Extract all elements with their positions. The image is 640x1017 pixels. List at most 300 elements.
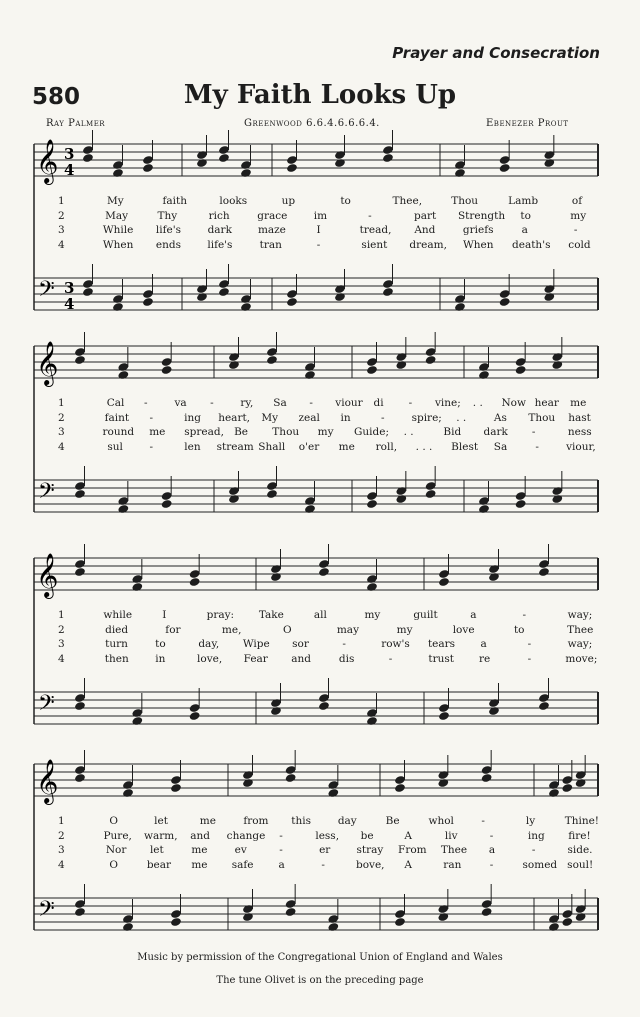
- lyric-syllable: while: [103, 609, 133, 621]
- lyric-syllable: let: [149, 844, 164, 856]
- lyric-syllable: Sa: [493, 440, 508, 453]
- note-head: [575, 778, 587, 788]
- lyric-syllable: May: [105, 209, 129, 222]
- verse-number: 3: [58, 426, 65, 438]
- lyric-syllable: va: [174, 397, 187, 409]
- note-head: [488, 572, 500, 582]
- note-head: [543, 292, 555, 302]
- lyric-syllable: Cal: [106, 397, 125, 409]
- lyric-syllable: move;: [565, 652, 598, 665]
- lyric-syllable: -: [279, 829, 283, 842]
- lyric-syllable: a: [480, 638, 487, 650]
- note-head: [82, 287, 94, 297]
- lyric-syllable: Guide;: [354, 426, 390, 438]
- hymn-number: 580: [32, 84, 81, 110]
- lyric-syllable: While: [102, 224, 134, 236]
- lyric-syllable: my: [364, 609, 381, 621]
- note-head: [499, 297, 511, 307]
- lyric-syllable: vine;: [434, 397, 461, 409]
- lyric-syllable: warm,: [144, 829, 178, 842]
- lyric-syllable: my: [396, 623, 413, 636]
- treble-clef-icon: 𝄞: [36, 341, 59, 385]
- lyric-syllable: -: [531, 426, 536, 438]
- lyric-syllable: my: [570, 209, 587, 222]
- note-head: [131, 716, 143, 726]
- lyric-syllable: a: [470, 609, 477, 621]
- lyric-syllable: soul!: [567, 858, 594, 871]
- note-head: [394, 917, 406, 927]
- lyric-syllable: ev: [234, 844, 247, 856]
- treble-clef-icon: 𝄞: [36, 759, 59, 803]
- lyric-syllable: My: [261, 411, 279, 424]
- lyric-syllable: . .: [456, 411, 467, 424]
- lyric-syllable: be: [360, 829, 374, 842]
- lyric-syllable: From: [398, 844, 427, 856]
- note-head: [327, 922, 339, 932]
- note-head: [304, 370, 316, 380]
- lyric-syllable: When: [462, 238, 494, 251]
- lyric-syllable: and: [291, 652, 312, 665]
- lyric-syllable: Thee: [567, 623, 594, 636]
- tune-meter: Greenwood 6.6.4.6.6.6.4.: [244, 118, 380, 129]
- lyric-syllable: -: [522, 609, 527, 621]
- lyric-syllable: rich: [208, 209, 230, 222]
- bass-clef-icon: 𝄢: [38, 691, 55, 721]
- lyric-syllable: for: [165, 623, 181, 636]
- lyric-syllable: -: [316, 238, 321, 251]
- lyric-syllable: -: [309, 397, 313, 409]
- lyric-syllable: viour: [335, 397, 363, 409]
- lyric-syllable: my: [317, 426, 334, 438]
- lyric-syllable: And: [414, 224, 436, 236]
- lyric-syllable: o'er: [298, 440, 320, 453]
- lyric-syllable: O: [109, 815, 119, 827]
- note-head: [438, 577, 450, 587]
- hymn-title: My Faith Looks Up: [183, 80, 457, 110]
- note-head: [481, 773, 493, 783]
- lyric-syllable: spread,: [184, 426, 224, 438]
- lyric-syllable: viour,: [566, 440, 596, 453]
- note-head: [481, 907, 493, 917]
- lyric-syllable: Thine!: [564, 815, 600, 827]
- lyric-syllable: cold: [568, 238, 591, 251]
- lyric-syllable: to: [520, 209, 531, 222]
- lyric-syllable: -: [573, 224, 578, 236]
- note-head: [242, 778, 254, 788]
- lyric-syllable: to: [155, 638, 166, 650]
- verse-number: 1: [58, 195, 65, 207]
- lyric-syllable: -: [527, 652, 532, 665]
- lyric-syllable: day: [337, 815, 357, 827]
- lyric-syllable: -: [489, 829, 494, 842]
- lyric-syllable: I: [162, 609, 167, 621]
- lyric-syllable: me: [149, 426, 166, 438]
- lyric-syllable: tran: [259, 238, 282, 251]
- note-head: [395, 360, 407, 370]
- lyric-syllable: ing: [527, 829, 545, 842]
- note-head: [74, 355, 86, 365]
- note-head: [318, 567, 330, 577]
- note-head: [366, 499, 378, 509]
- lyric-syllable: griefs: [462, 224, 494, 236]
- lyric-syllable: less,: [315, 829, 340, 842]
- lyric-syllable: Be: [385, 815, 400, 827]
- note-head: [161, 365, 173, 375]
- lyric-syllable: Blest: [451, 440, 479, 453]
- lyric-syllable: -: [342, 638, 346, 650]
- lyric-syllable: re: [479, 652, 491, 665]
- note-head: [515, 499, 527, 509]
- note-head: [218, 153, 230, 163]
- lyric-syllable: ness: [567, 426, 592, 438]
- note-head: [382, 153, 394, 163]
- note-head: [437, 912, 449, 922]
- note-head: [438, 711, 450, 721]
- note-head: [538, 701, 550, 711]
- lyric-syllable: way;: [567, 609, 593, 621]
- verse-number: 1: [58, 609, 65, 621]
- note-head: [366, 365, 378, 375]
- lyric-syllable: me: [191, 858, 208, 871]
- note-head: [122, 922, 134, 932]
- lyric-syllable: grace: [257, 209, 288, 222]
- lyric-syllable: -: [388, 652, 393, 665]
- lyric-syllable: di: [373, 397, 384, 409]
- lyric-syllable: ry,: [240, 397, 254, 409]
- note-head: [285, 907, 297, 917]
- note-head: [304, 504, 316, 514]
- note-head: [575, 912, 587, 922]
- lyric-syllable: Thou: [451, 195, 479, 207]
- lyric-syllable: When: [102, 238, 134, 251]
- lyric-syllable: sul: [107, 440, 123, 453]
- lyric-syllable: ran: [443, 858, 462, 871]
- lyric-syllable: from: [243, 815, 269, 827]
- lyric-syllable: fire!: [568, 829, 591, 842]
- lyric-syllable: in: [155, 652, 166, 665]
- lyric-syllable: -: [527, 638, 532, 650]
- verse-number: 3: [58, 638, 65, 650]
- note-head: [561, 917, 573, 927]
- lyric-syllable: Wipe: [242, 638, 270, 650]
- note-head: [82, 153, 94, 163]
- lyric-syllable: and: [190, 829, 210, 842]
- lyric-syllable: hast: [568, 411, 591, 424]
- verse-number: 2: [58, 829, 65, 842]
- note-head: [543, 158, 555, 168]
- note-head: [189, 711, 201, 721]
- lyric-syllable: Thou: [272, 426, 300, 438]
- note-head: [548, 922, 560, 932]
- note-head: [366, 582, 378, 592]
- note-head: [551, 360, 563, 370]
- lyric-syllable: sient: [361, 238, 388, 251]
- lyric-syllable: Thee: [440, 844, 468, 856]
- note-head: [266, 355, 278, 365]
- verse-number: 4: [58, 238, 65, 251]
- note-head: [478, 504, 490, 514]
- lyric-syllable: safe: [231, 858, 254, 871]
- lyric-syllable: heart,: [218, 411, 251, 424]
- section-title: Prayer and Consecration: [392, 44, 600, 62]
- note-head: [334, 292, 346, 302]
- lyric-syllable: a: [521, 224, 528, 236]
- lyric-syllable: change: [226, 829, 266, 842]
- lyric-syllable: faith: [162, 195, 188, 207]
- lyric-syllable: looks: [219, 195, 248, 207]
- note-head: [142, 297, 154, 307]
- lyric-syllable: I: [316, 224, 321, 236]
- lyric-syllable: ing: [184, 411, 201, 424]
- lyric-syllable: way;: [567, 638, 593, 650]
- note-head: [266, 489, 278, 499]
- lyric-syllable: turn: [105, 638, 128, 650]
- time-signature-bottom: 4: [64, 161, 75, 179]
- verse-number: 2: [58, 623, 65, 636]
- lyric-syllable: guilt: [413, 609, 438, 621]
- lyric-syllable: bear: [146, 858, 172, 871]
- lyric-syllable: side.: [567, 844, 593, 856]
- lyric-syllable: let: [154, 815, 168, 827]
- note-head: [189, 577, 201, 587]
- verse-number: 1: [58, 815, 65, 827]
- system-3: [0, 552, 640, 752]
- lyric-syllable: roll,: [375, 440, 398, 453]
- lyric-syllable: im: [313, 209, 328, 222]
- lyric-syllable: stray: [356, 844, 384, 856]
- lyric-syllable: O: [283, 623, 292, 636]
- lyric-syllable: then: [104, 652, 129, 665]
- lyric-syllable: Be: [234, 426, 249, 438]
- lyric-syllable: died: [105, 623, 129, 636]
- lyric-syllable: this: [291, 815, 312, 827]
- lyric-syllable: . .: [403, 426, 414, 438]
- lyric-syllable: Bid: [443, 426, 462, 438]
- lyric-syllable: round: [102, 426, 135, 438]
- lyric-syllable: -: [210, 397, 214, 409]
- note-head: [488, 706, 500, 716]
- lyric-syllable: zeal: [298, 411, 320, 424]
- note-head: [170, 917, 182, 927]
- bass-clef-icon: 𝄢: [38, 897, 55, 927]
- lyric-syllable: Now: [501, 397, 526, 409]
- lyric-syllable: A: [404, 829, 412, 842]
- lyric-syllable: -: [481, 815, 485, 827]
- note-head: [425, 489, 437, 499]
- note-head: [228, 494, 240, 504]
- note-head: [437, 778, 449, 788]
- note-head: [285, 773, 297, 783]
- lyric-syllable: may: [336, 623, 360, 636]
- note-head: [454, 302, 466, 312]
- lyric-syllable: -: [149, 440, 154, 453]
- lyric-syllable: -: [535, 440, 539, 453]
- lyric-syllable: up: [281, 195, 296, 207]
- lyric-syllable: life's: [207, 238, 233, 251]
- lyric-syllable: sor: [292, 638, 309, 650]
- note-head: [161, 499, 173, 509]
- lyric-syllable: trust: [428, 652, 455, 665]
- note-head: [228, 360, 240, 370]
- lyric-syllable: bove,: [355, 858, 385, 871]
- treble-clef-icon: 𝄞: [36, 553, 59, 597]
- lyric-syllable: Sa: [273, 397, 287, 409]
- verse-number: 2: [58, 411, 65, 424]
- lyric-syllable: Fear: [243, 652, 268, 665]
- lyric-syllable: part: [413, 209, 437, 222]
- lyric-syllable: in: [340, 411, 351, 424]
- lyric-syllable: -: [321, 858, 325, 871]
- lyric-syllable: dark: [207, 224, 232, 236]
- lyric-syllable: tread,: [359, 224, 392, 236]
- permission-note: Music by permission of the Congregational Union of England and Wales: [137, 952, 503, 963]
- lyric-syllable: maze: [257, 224, 286, 236]
- lyric-syllable: to: [340, 195, 351, 207]
- lyric-syllable: somed: [522, 858, 558, 871]
- lyric-syllable: a: [278, 858, 285, 871]
- note-head: [117, 504, 129, 514]
- note-head: [74, 567, 86, 577]
- note-head: [112, 168, 124, 178]
- note-head: [318, 701, 330, 711]
- verse-number: 3: [58, 844, 65, 856]
- note-head: [242, 912, 254, 922]
- lyric-syllable: My: [106, 195, 124, 207]
- lyric-syllable: Nor: [105, 844, 127, 856]
- verse-number: 1: [58, 397, 65, 409]
- lyric-syllable: liv: [444, 829, 458, 842]
- system-2: [0, 340, 640, 540]
- note-head: [170, 783, 182, 793]
- lyric-syllable: A: [404, 858, 412, 871]
- lyric-syllable: me: [199, 815, 216, 827]
- lyric-syllable: -: [279, 844, 283, 856]
- lyric-syllable: faint: [104, 411, 130, 424]
- lyric-syllable: . .: [472, 397, 483, 409]
- lyric-syllable: of: [571, 195, 583, 207]
- verse-number: 3: [58, 224, 65, 236]
- bass-clef-icon: 𝄢: [38, 479, 55, 509]
- lyric-syllable: pray:: [206, 609, 235, 621]
- lyric-syllable: Thee,: [392, 195, 423, 207]
- lyric-syllable: . . .: [415, 440, 433, 453]
- note-head: [131, 582, 143, 592]
- note-head: [240, 302, 252, 312]
- lyric-syllable: whol: [428, 815, 454, 827]
- note-head: [270, 572, 282, 582]
- lyric-syllable: love: [452, 623, 475, 636]
- lyric-syllable: row's: [381, 638, 410, 650]
- note-head: [270, 706, 282, 716]
- note-head: [122, 788, 134, 798]
- lyric-syllable: Lamb: [508, 195, 539, 207]
- note-head: [74, 701, 86, 711]
- lyric-syllable: Shall: [258, 440, 286, 453]
- lyric-syllable: As: [493, 411, 507, 424]
- lyric-syllable: day,: [198, 638, 220, 650]
- note-head: [327, 788, 339, 798]
- note-head: [286, 297, 298, 307]
- lyric-syllable: me: [191, 844, 208, 856]
- verse-number: 4: [58, 652, 65, 665]
- note-head: [454, 168, 466, 178]
- lyric-syllable: ly: [525, 815, 536, 827]
- note-head: [499, 163, 511, 173]
- note-head: [561, 783, 573, 793]
- lyric-syllable: O: [109, 858, 119, 871]
- lyric-syllable: Thy: [157, 209, 178, 222]
- note-head: [548, 788, 560, 798]
- lyric-syllable: er: [319, 844, 331, 856]
- lyric-syllable: Pure,: [103, 829, 132, 842]
- verse-number: 4: [58, 858, 65, 871]
- lyric-syllable: -: [408, 397, 413, 409]
- note-head: [117, 370, 129, 380]
- note-head: [395, 494, 407, 504]
- note-head: [515, 365, 527, 375]
- note-head: [382, 287, 394, 297]
- note-head: [74, 489, 86, 499]
- lyric-syllable: stream: [216, 440, 254, 453]
- lyric-syllable: spire;: [411, 411, 442, 424]
- note-head: [74, 773, 86, 783]
- lyric-syllable: all: [313, 609, 327, 621]
- time-signature-top: 3: [64, 145, 75, 163]
- lyric-syllable: Strength: [457, 209, 506, 222]
- note-head: [478, 370, 490, 380]
- lyric-syllable: dis: [338, 652, 355, 665]
- tune-note: The tune Olivet is on the preceding page: [216, 975, 424, 986]
- lyric-syllable: -: [531, 844, 536, 856]
- author-credit: Ray Palmer: [46, 118, 106, 129]
- verse-number: 4: [58, 440, 65, 453]
- note-head: [551, 494, 563, 504]
- lyric-syllable: death's: [512, 238, 551, 251]
- note-head: [112, 302, 124, 312]
- note-head: [74, 907, 86, 917]
- time-signature-bottom: 4: [64, 295, 75, 313]
- lyric-syllable: to: [513, 623, 525, 636]
- note-head: [538, 567, 550, 577]
- note-head: [425, 355, 437, 365]
- lyric-syllable: tears: [427, 638, 456, 650]
- lyric-syllable: Thou: [528, 411, 556, 424]
- note-head: [240, 168, 252, 178]
- note-head: [196, 158, 208, 168]
- lyric-syllable: dream,: [409, 238, 447, 251]
- lyric-syllable: -: [489, 858, 494, 871]
- note-head: [142, 163, 154, 173]
- note-head: [366, 716, 378, 726]
- lyric-syllable: -: [381, 411, 385, 424]
- lyric-syllable: me,: [221, 623, 242, 636]
- lyric-syllable: dark: [483, 426, 508, 438]
- lyric-syllable: ends: [155, 238, 182, 251]
- verse-number: 2: [58, 209, 65, 222]
- treble-clef-icon: 𝄞: [36, 139, 59, 183]
- bass-clef-icon: 𝄢: [38, 277, 55, 307]
- lyric-syllable: love,: [197, 652, 223, 665]
- note-head: [394, 783, 406, 793]
- lyric-syllable: -: [368, 209, 372, 222]
- note-head: [218, 287, 230, 297]
- lyric-syllable: Take: [258, 609, 284, 621]
- lyric-syllable: me: [338, 440, 355, 453]
- lyric-syllable: -: [143, 397, 148, 409]
- lyric-syllable: me: [570, 397, 587, 409]
- lyric-syllable: life's: [155, 224, 182, 236]
- note-head: [334, 158, 346, 168]
